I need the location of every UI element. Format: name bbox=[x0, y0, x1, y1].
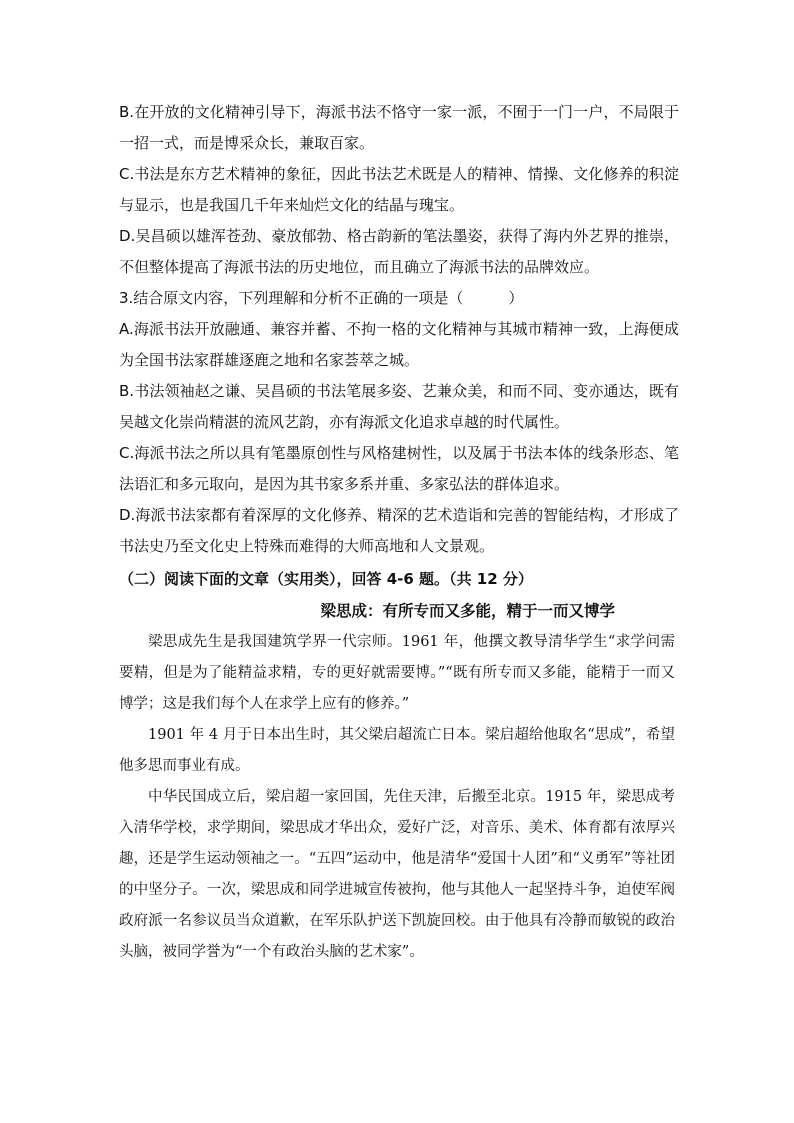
option-b-q2: B.在开放的文化精神引导下，海派书法不恪守一家一派，不囿于一门一户，不局限于一招一式，而是博采众长，兼取百家。 bbox=[119, 103, 679, 152]
article-paragraph: 中华民国成立后，梁启超一家回国，先住天津，后搬至北京。1915 年，梁思成考入清华学校，求学期间，梁思成才华出众，爱好广泛，对音乐、美术、体育都有浓厚兴趣，还是学生运动领袖之一。“五四”运动中，他是清华“爱国十人团”和“义勇军”等社团的中坚分子。一次，梁思成和同学进城宣传被拘，他与其他人一起坚持斗争，迫使军阀政府派一名参议员当众道歉，在军乐队护送下凯旋回校。由于他具有冷静而敏锐的政治头脑，被同学誉为“一个有政治头脑的艺术家”。 bbox=[119, 789, 675, 960]
option-c-q2: C.书法是东方艺术精神的象征，因此书法艺术既是人的精神、情操、文化修养的积淀与显示，也是我国几千年来灿烂文化的结晶与瑰宝。 bbox=[119, 165, 679, 214]
question-3-stem: 3.结合原文内容，下列理解和分析不正确的一项是（ ） bbox=[119, 289, 524, 307]
option-d-q3: D.海派书法家都有着深厚的文化修养、精深的艺术造诣和完善的智能结构，才形成了书法史乃至文化史上特殊而难得的大师高地和人文景观。 bbox=[119, 506, 679, 555]
option-d-q2: D.吴昌硕以雄浑苍劲、豪放郁勃、格古韵新的笔法墨姿，获得了海内外艺界的推崇，不但整体提高了海派书法的历史地位，而且确立了海派书法的品牌效应。 bbox=[119, 227, 679, 276]
option-c-q3: C.海派书法之所以具有笔墨原创性与风格建树性，以及属于书法本体的线条形态、笔法语汇和多元取向，是因为其书家多系并重、多家弘法的群体追求。 bbox=[119, 444, 679, 493]
section-heading: （二）阅读下面的文章（实用类），回答 4-6 题。（共 12 分） bbox=[119, 570, 533, 588]
article-title: 梁思成：有所专而又多能，精于一而又博学 bbox=[320, 602, 615, 620]
article-paragraph: 梁思成先生是我国建筑学界一代宗师。1961 年，他撰文教导清华学生“求学问需要精，但是为了能精益求精，专的更好就需要博。”“既有所专而又多能，能精于一而又博学；这是我们每个人在求学上应有的修养。” bbox=[119, 634, 675, 712]
option-b-q3: B.书法领袖赵之谦、吴昌硕的书法笔展多姿、艺兼众美，和而不同、变亦通达，既有吴越文化崇尚精湛的流风艺韵，亦有海派文化追求卓越的时代属性。 bbox=[119, 382, 679, 431]
article-paragraph: 1901 年 4 月于日本出生时，其父梁启超流亡日本。梁启超给他取名“思成”，希望他多思而事业有成。 bbox=[119, 727, 675, 774]
option-a-q3: A.海派书法开放融通、兼容并蓄、不拘一格的文化精神与其城市精神一致，上海便成为全国书法家群雄逐鹿之地和名家荟萃之城。 bbox=[119, 320, 679, 369]
